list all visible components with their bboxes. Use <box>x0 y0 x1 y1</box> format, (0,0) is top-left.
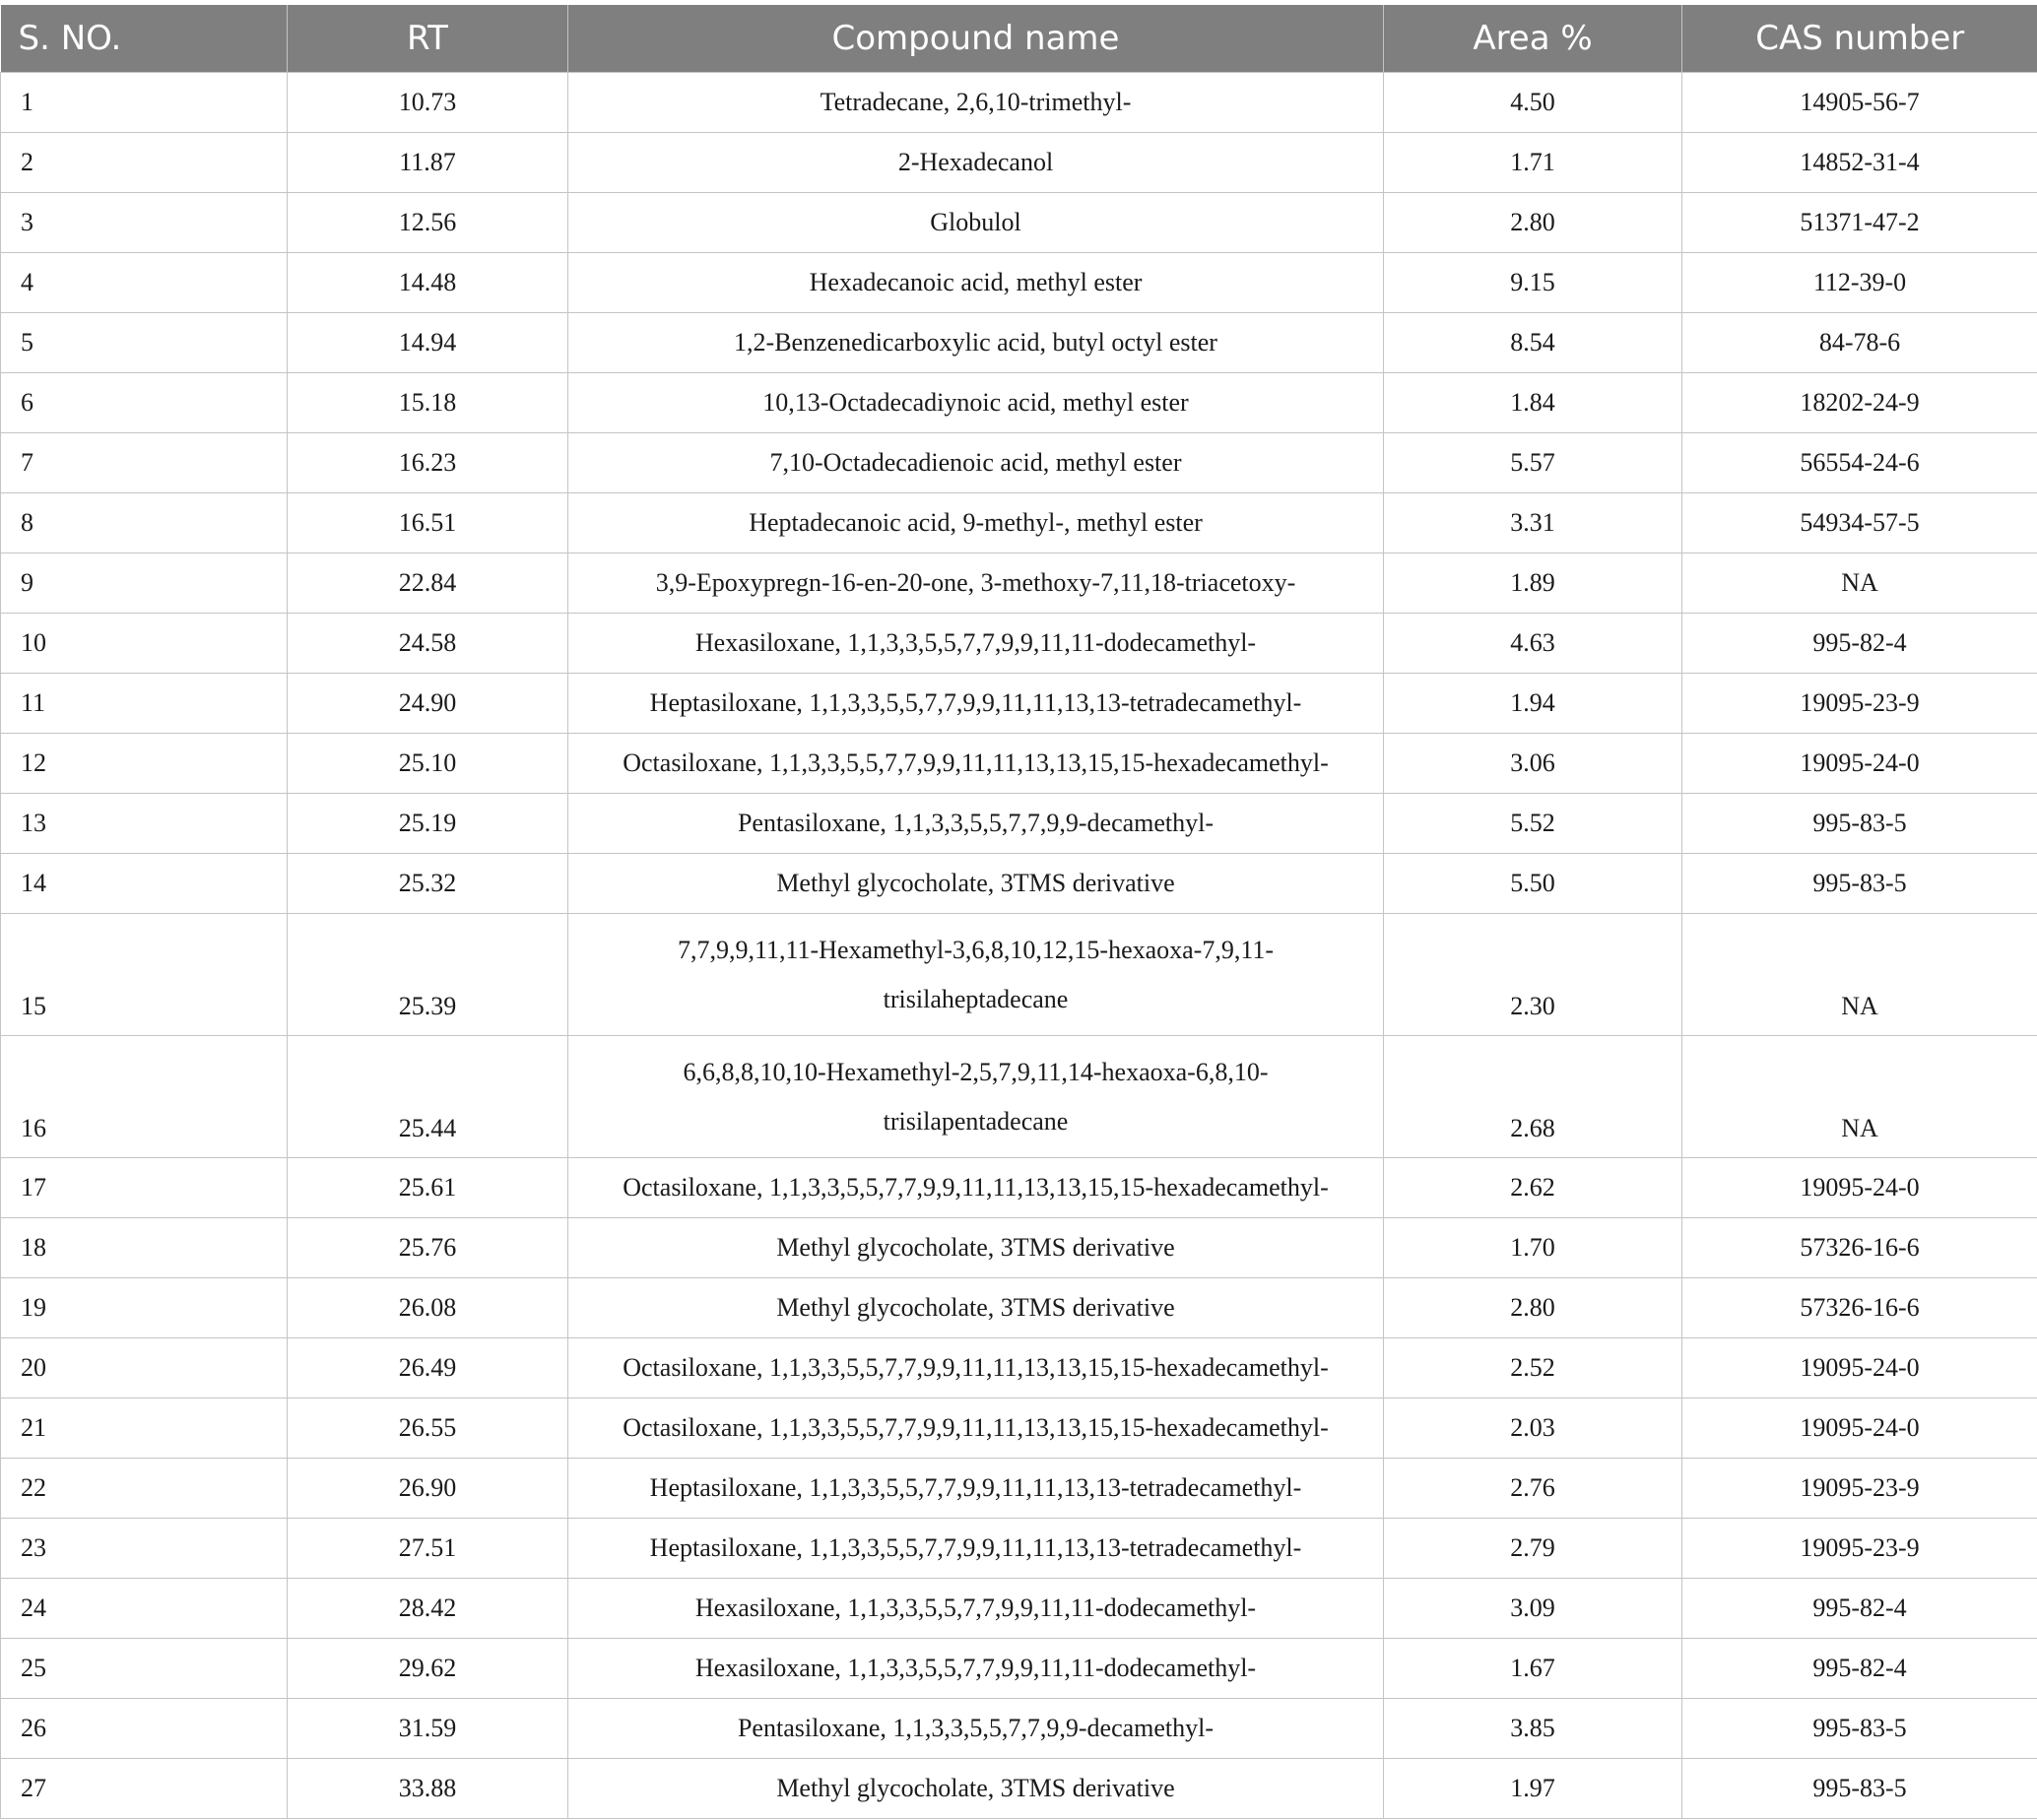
cell-sno: 16 <box>1 1036 288 1158</box>
cell-rt: 25.76 <box>288 1218 568 1278</box>
header-compound-name: Compound name <box>568 5 1384 73</box>
compound-table <box>0 5 2037 1819</box>
cell-rt: 25.61 <box>288 1158 568 1218</box>
table-row <box>1 1579 2037 1639</box>
table-row <box>1 253 2037 313</box>
compound-name-line: 7,7,9,9,11,11-Hexamethyl-3,6,8,10,12,15-hexaoxa-7,9,11- <box>677 935 1275 964</box>
cell-cas-number: 57326-16-6 <box>1682 1278 2037 1338</box>
cell-area-percent: 2.30 <box>1384 914 1682 1036</box>
cell-compound-name: Globulol <box>568 193 1384 253</box>
cell-cas-number: 19095-24-0 <box>1682 734 2037 794</box>
cell-rt: 26.55 <box>288 1398 568 1459</box>
table-row <box>1 1639 2037 1699</box>
cell-rt: 25.19 <box>288 794 568 854</box>
table-row <box>1 433 2037 493</box>
cell-rt: 24.58 <box>288 614 568 674</box>
table-body <box>1 73 2037 1819</box>
cell-compound-name: Octasiloxane, 1,1,3,3,5,5,7,7,9,9,11,11,13,13,15,15-hexadecamethyl- <box>568 1338 1384 1398</box>
table-row <box>1 614 2037 674</box>
cell-sno: 17 <box>1 1158 288 1218</box>
header-area-percent: Area % <box>1384 5 1682 73</box>
table-row <box>1 854 2037 914</box>
cell-cas-number: 112-39-0 <box>1682 253 2037 313</box>
cell-sno: 11 <box>1 674 288 734</box>
cell-rt: 31.59 <box>288 1699 568 1759</box>
table-row <box>1 1759 2037 1819</box>
cell-area-percent: 2.68 <box>1384 1036 1682 1158</box>
cell-area-percent: 1.89 <box>1384 553 1682 614</box>
cell-rt: 11.87 <box>288 133 568 193</box>
table-row <box>1 553 2037 614</box>
cell-sno: 22 <box>1 1459 288 1519</box>
cell-compound-name: 7,10-Octadecadienoic acid, methyl ester <box>568 433 1384 493</box>
table-row <box>1 1278 2037 1338</box>
table-row <box>1 1699 2037 1759</box>
header-rt: RT <box>288 5 568 73</box>
table-row <box>1 734 2037 794</box>
cell-sno: 12 <box>1 734 288 794</box>
table-row <box>1 1398 2037 1459</box>
table-row <box>1 193 2037 253</box>
cell-rt: 14.94 <box>288 313 568 373</box>
table-row <box>1 493 2037 553</box>
cell-cas-number: 14905-56-7 <box>1682 73 2037 133</box>
cell-compound-name: Tetradecane, 2,6,10-trimethyl- <box>568 73 1384 133</box>
cell-compound-name <box>568 1036 1384 1158</box>
cell-area-percent: 2.52 <box>1384 1338 1682 1398</box>
cell-sno: 23 <box>1 1519 288 1579</box>
cell-compound-name: Methyl glycocholate, 3TMS derivative <box>568 1278 1384 1338</box>
cell-rt: 25.10 <box>288 734 568 794</box>
table-row <box>1 1519 2037 1579</box>
cell-cas-number: 995-83-5 <box>1682 794 2037 854</box>
cell-cas-number: 56554-24-6 <box>1682 433 2037 493</box>
cell-cas-number: 57326-16-6 <box>1682 1218 2037 1278</box>
table-row <box>1 313 2037 373</box>
cell-rt: 22.84 <box>288 553 568 614</box>
cell-cas-number: 995-83-5 <box>1682 1759 2037 1819</box>
cell-compound-name: Hexadecanoic acid, methyl ester <box>568 253 1384 313</box>
cell-area-percent: 5.57 <box>1384 433 1682 493</box>
table-row <box>1 1338 2037 1398</box>
cell-compound-name: Methyl glycocholate, 3TMS derivative <box>568 854 1384 914</box>
cell-sno: 21 <box>1 1398 288 1459</box>
cell-rt: 10.73 <box>288 73 568 133</box>
compound-name-line: trisilapentadecane <box>883 1106 1069 1136</box>
cell-area-percent: 2.79 <box>1384 1519 1682 1579</box>
cell-rt: 16.23 <box>288 433 568 493</box>
cell-sno: 10 <box>1 614 288 674</box>
cell-cas-number: 995-82-4 <box>1682 1639 2037 1699</box>
table-row <box>1 1036 2037 1158</box>
cell-compound-name: 3,9-Epoxypregn-16-en-20-one, 3-methoxy-7,11,18-triacetoxy- <box>568 553 1384 614</box>
cell-sno: 8 <box>1 493 288 553</box>
cell-area-percent: 3.31 <box>1384 493 1682 553</box>
cell-sno: 1 <box>1 73 288 133</box>
cell-area-percent: 1.71 <box>1384 133 1682 193</box>
cell-sno: 13 <box>1 794 288 854</box>
cell-sno: 9 <box>1 553 288 614</box>
cell-cas-number: NA <box>1682 1036 2037 1158</box>
header-row <box>1 5 2037 73</box>
cell-area-percent: 1.70 <box>1384 1218 1682 1278</box>
cell-sno: 4 <box>1 253 288 313</box>
cell-cas-number: 995-83-5 <box>1682 854 2037 914</box>
table-row <box>1 133 2037 193</box>
cell-compound-name: Heptasiloxane, 1,1,3,3,5,5,7,7,9,9,11,11,13,13-tetradecamethyl- <box>568 1519 1384 1579</box>
cell-cas-number: 995-82-4 <box>1682 1579 2037 1639</box>
cell-rt: 29.62 <box>288 1639 568 1699</box>
cell-rt: 26.90 <box>288 1459 568 1519</box>
cell-sno: 26 <box>1 1699 288 1759</box>
table-row <box>1 794 2037 854</box>
cell-area-percent: 1.94 <box>1384 674 1682 734</box>
cell-area-percent: 2.76 <box>1384 1459 1682 1519</box>
cell-compound-name: Heptadecanoic acid, 9-methyl-, methyl ester <box>568 493 1384 553</box>
cell-rt: 27.51 <box>288 1519 568 1579</box>
cell-rt: 12.56 <box>288 193 568 253</box>
cell-sno: 19 <box>1 1278 288 1338</box>
cell-sno: 6 <box>1 373 288 433</box>
cell-area-percent: 8.54 <box>1384 313 1682 373</box>
cell-area-percent: 2.80 <box>1384 1278 1682 1338</box>
cell-cas-number: 19095-23-9 <box>1682 1459 2037 1519</box>
cell-sno: 14 <box>1 854 288 914</box>
cell-sno: 27 <box>1 1759 288 1819</box>
header-sno: S. NO. <box>1 5 288 73</box>
cell-compound-name: Octasiloxane, 1,1,3,3,5,5,7,7,9,9,11,11,13,13,15,15-hexadecamethyl- <box>568 734 1384 794</box>
cell-cas-number: NA <box>1682 553 2037 614</box>
cell-cas-number: 54934-57-5 <box>1682 493 2037 553</box>
cell-rt: 26.49 <box>288 1338 568 1398</box>
cell-area-percent: 5.50 <box>1384 854 1682 914</box>
cell-cas-number: NA <box>1682 914 2037 1036</box>
cell-sno: 15 <box>1 914 288 1036</box>
cell-rt: 15.18 <box>288 373 568 433</box>
cell-compound-name: 10,13-Octadecadiynoic acid, methyl ester <box>568 373 1384 433</box>
cell-cas-number: 19095-23-9 <box>1682 674 2037 734</box>
cell-rt: 16.51 <box>288 493 568 553</box>
table-row <box>1 73 2037 133</box>
cell-compound-name: Heptasiloxane, 1,1,3,3,5,5,7,7,9,9,11,11,13,13-tetradecamethyl- <box>568 1459 1384 1519</box>
cell-area-percent: 1.67 <box>1384 1639 1682 1699</box>
table-header <box>1 5 2037 73</box>
cell-sno: 7 <box>1 433 288 493</box>
cell-area-percent: 2.80 <box>1384 193 1682 253</box>
cell-area-percent: 1.97 <box>1384 1759 1682 1819</box>
cell-sno: 18 <box>1 1218 288 1278</box>
table-row <box>1 914 2037 1036</box>
cell-area-percent: 9.15 <box>1384 253 1682 313</box>
cell-rt: 25.44 <box>288 1036 568 1158</box>
cell-rt: 24.90 <box>288 674 568 734</box>
cell-cas-number: 19095-24-0 <box>1682 1338 2037 1398</box>
cell-compound-name: Hexasiloxane, 1,1,3,3,5,5,7,7,9,9,11,11-dodecamethyl- <box>568 1579 1384 1639</box>
cell-sno: 24 <box>1 1579 288 1639</box>
cell-rt: 28.42 <box>288 1579 568 1639</box>
table-row <box>1 1158 2037 1218</box>
cell-compound-name: Hexasiloxane, 1,1,3,3,5,5,7,7,9,9,11,11-dodecamethyl- <box>568 1639 1384 1699</box>
cell-rt: 33.88 <box>288 1759 568 1819</box>
cell-area-percent: 3.06 <box>1384 734 1682 794</box>
cell-compound-name: Methyl glycocholate, 3TMS derivative <box>568 1218 1384 1278</box>
table-row <box>1 1459 2037 1519</box>
cell-cas-number: 995-82-4 <box>1682 614 2037 674</box>
cell-cas-number: 19095-24-0 <box>1682 1398 2037 1459</box>
cell-area-percent: 4.50 <box>1384 73 1682 133</box>
cell-area-percent: 3.85 <box>1384 1699 1682 1759</box>
cell-compound-name: Octasiloxane, 1,1,3,3,5,5,7,7,9,9,11,11,13,13,15,15-hexadecamethyl- <box>568 1158 1384 1218</box>
cell-rt: 14.48 <box>288 253 568 313</box>
cell-cas-number: 19095-24-0 <box>1682 1158 2037 1218</box>
cell-sno: 2 <box>1 133 288 193</box>
cell-rt: 25.32 <box>288 854 568 914</box>
compound-table-container <box>0 5 2037 1819</box>
cell-compound-name <box>568 914 1384 1036</box>
cell-compound-name: 1,2-Benzenedicarboxylic acid, butyl octyl ester <box>568 313 1384 373</box>
cell-sno: 25 <box>1 1639 288 1699</box>
cell-compound-name: 2-Hexadecanol <box>568 133 1384 193</box>
compound-name-line: 6,6,8,8,10,10-Hexamethyl-2,5,7,9,11,14-hexaoxa-6,8,10- <box>683 1057 1269 1086</box>
cell-cas-number: 84-78-6 <box>1682 313 2037 373</box>
cell-compound-name: Hexasiloxane, 1,1,3,3,5,5,7,7,9,9,11,11-dodecamethyl- <box>568 614 1384 674</box>
table-row <box>1 373 2037 433</box>
cell-area-percent: 5.52 <box>1384 794 1682 854</box>
cell-area-percent: 4.63 <box>1384 614 1682 674</box>
cell-area-percent: 2.03 <box>1384 1398 1682 1459</box>
table-row <box>1 1218 2037 1278</box>
cell-rt: 26.08 <box>288 1278 568 1338</box>
cell-sno: 3 <box>1 193 288 253</box>
cell-sno: 5 <box>1 313 288 373</box>
cell-compound-name: Pentasiloxane, 1,1,3,3,5,5,7,7,9,9-decamethyl- <box>568 1699 1384 1759</box>
table-row <box>1 674 2037 734</box>
header-cas-number: CAS number <box>1682 5 2037 73</box>
cell-sno: 20 <box>1 1338 288 1398</box>
cell-area-percent: 3.09 <box>1384 1579 1682 1639</box>
cell-compound-name: Pentasiloxane, 1,1,3,3,5,5,7,7,9,9-decamethyl- <box>568 794 1384 854</box>
compound-name-line: trisilaheptadecane <box>883 984 1069 1013</box>
cell-cas-number: 995-83-5 <box>1682 1699 2037 1759</box>
cell-compound-name: Octasiloxane, 1,1,3,3,5,5,7,7,9,9,11,11,13,13,15,15-hexadecamethyl- <box>568 1398 1384 1459</box>
cell-cas-number: 19095-23-9 <box>1682 1519 2037 1579</box>
cell-cas-number: 51371-47-2 <box>1682 193 2037 253</box>
cell-compound-name: Methyl glycocholate, 3TMS derivative <box>568 1759 1384 1819</box>
cell-cas-number: 18202-24-9 <box>1682 373 2037 433</box>
cell-compound-name: Heptasiloxane, 1,1,3,3,5,5,7,7,9,9,11,11,13,13-tetradecamethyl- <box>568 674 1384 734</box>
cell-rt: 25.39 <box>288 914 568 1036</box>
cell-area-percent: 1.84 <box>1384 373 1682 433</box>
cell-cas-number: 14852-31-4 <box>1682 133 2037 193</box>
cell-area-percent: 2.62 <box>1384 1158 1682 1218</box>
